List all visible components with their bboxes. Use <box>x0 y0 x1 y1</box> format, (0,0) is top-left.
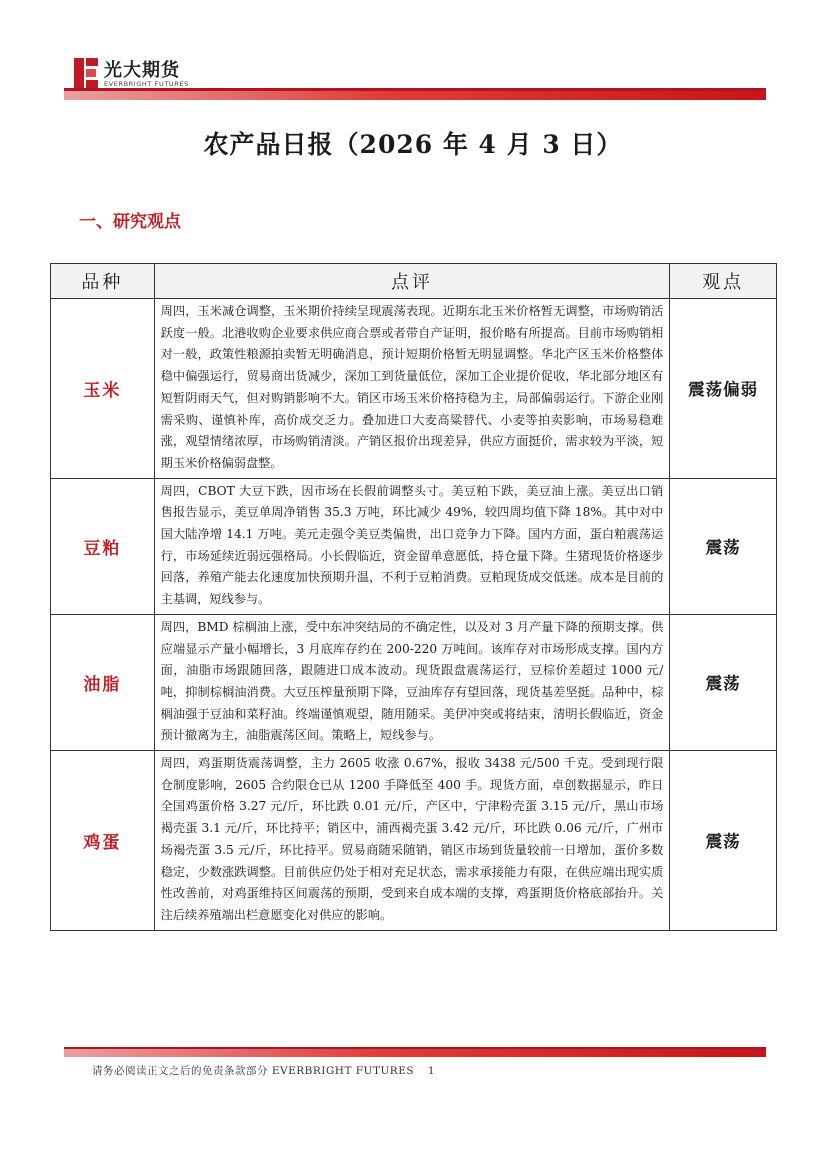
commodity-view: 震荡 <box>670 614 777 750</box>
header-rule-gradient <box>64 91 766 100</box>
table-row-eggs <box>51 751 777 931</box>
footer-rule-gradient <box>64 1049 766 1057</box>
commodity-name: 玉米 <box>51 299 155 479</box>
header-commodity: 品种 <box>51 264 155 299</box>
commodity-name: 油脂 <box>51 614 155 750</box>
commodity-comment: 周四，CBOT 大豆下跌，因市场在长假前调整头寸。美豆粕下跌，美豆油上涨。美豆出口销售报告显示，美豆单周净销售 35.3 万吨，环比减少 49%，较四周均值下降 18%。其中对中国大陆净增 14.1 万吨。美元走强令美豆类偏贵，出口竞争力下降。国内方面，蛋白粕震荡运行，市场延续近弱远强格局。小长假临近，资金留单意愿低，持仓量下降。生猪现货价格逐步回落，养殖产能去化速度加快预期升温，不利于豆粕消费。豆粕现货成交低迷。成本是目前的主基调，短线参与。 <box>154 478 670 614</box>
logo-chinese-name: 光大期货 <box>104 60 180 81</box>
commodity-comment: 周四，玉米减仓调整，玉米期价持续呈现震荡表现。近期东北玉米价格暂无调整，市场购销活跃度一般。北港收购企业要求供应商合票或者带自产证明，报价略有所提高。目前市场购销相对一般，政策性粮源拍卖暂无明确消息，预计短期价格暂无明显调整。华北产区玉米价格整体稳中偏强运行，贸易商出货减少，深加工到货量低位，深加工企业提价促收，华北部分地区有短暂阴雨天气，但对购销影响不大。销区市场玉米价格持稳为主，局部偏弱运行。下游企业刚需采购、谨慎补库，高价成交乏力。叠加进口大麦高粱替代、小麦等拍卖影响，市场易稳难涨，观望情绪浓厚，市场购销清淡。产销区报价出现差异，供应方面挺价，需求较为平淡，短期玉米价格偏弱盘整。 <box>154 299 670 479</box>
commodity-view: 震荡 <box>670 478 777 614</box>
table-row-corn <box>51 299 777 479</box>
logo-english-name: EVERBRIGHT FUTURES <box>104 80 189 88</box>
commodity-name: 豆粕 <box>51 478 155 614</box>
header-view: 观点 <box>670 264 777 299</box>
footer-disclaimer: 请务必阅读正文之后的免责条款部分 EVERBRIGHT FUTURES <box>92 1065 415 1077</box>
table-row-oils <box>51 614 777 750</box>
table-row-soymeal <box>51 478 777 614</box>
commodity-name: 鸡蛋 <box>51 751 155 931</box>
commodity-table <box>50 263 777 931</box>
commodity-view: 震荡 <box>670 751 777 931</box>
page-title: 农产品日报（2026 年 4 月 3 日） <box>203 130 623 159</box>
section-heading: 一、研究观点 <box>79 212 181 232</box>
page-footer <box>92 1063 435 1078</box>
commodity-comment: 周四，鸡蛋期货震荡调整，主力 2605 收涨 0.67%，报收 3438 元/500 千克。受到现行限仓制度影响，2605 合约限仓已从 1200 手降低至 400 手。现货方面，卓创数据显示，昨日全国鸡蛋价格 3.27 元/斤，环比跌 0.01 元/斤，产区中，宁津粉壳蛋 3.15 元/斤，黑山市场褐壳蛋 3.1 元/斤，环比持平；销区中，浦西褐壳蛋 3.42 元/斤，环比跌 0.06 元/斤，广州市场褐壳蛋 3.5 元/斤，环比持平。贸易商随采随销，销区市场到货量较前一日增加，蛋价多数稳定，少数涨跌调整。目前供应仍处于相对充足状态，需求承接能力有限，在供应端出现实质性改善前，对鸡蛋维持区间震荡的预期，受到来自成本端的支撑，鸡蛋期货价格底部抬升。关注后续养殖端出栏意愿变化对供应的影响。 <box>154 751 670 931</box>
everbright-logo-icon <box>74 58 98 88</box>
table-header-row <box>51 264 777 299</box>
page-number: 1 <box>427 1065 436 1077</box>
commodity-view: 震荡偏弱 <box>670 299 777 479</box>
header-comment: 点评 <box>154 264 670 299</box>
commodity-comment: 周四，BMD 棕榈油上涨，受中东冲突结局的不确定性，以及对 3 月产量下降的预期支撑。供应端显示产量小幅增长，3 月底库存约在 200-220 万吨间。该库存对市场形成支撑。国内方面，油脂市场跟随回落，跟随进口成本波动。现货跟盘震荡运行，豆棕价差超过 1000 元/吨，抑制棕榈油消费。大豆压榨量预期下降，豆油库存有望回落，现货基差坚挺。品种中，棕榈油强于豆油和菜籽油。终端谨慎观望，随用随采。美伊冲突或将结束，清明长假临近，资金预计撤离为主，油脂震荡区间。策略上，短线参与。 <box>154 614 670 750</box>
